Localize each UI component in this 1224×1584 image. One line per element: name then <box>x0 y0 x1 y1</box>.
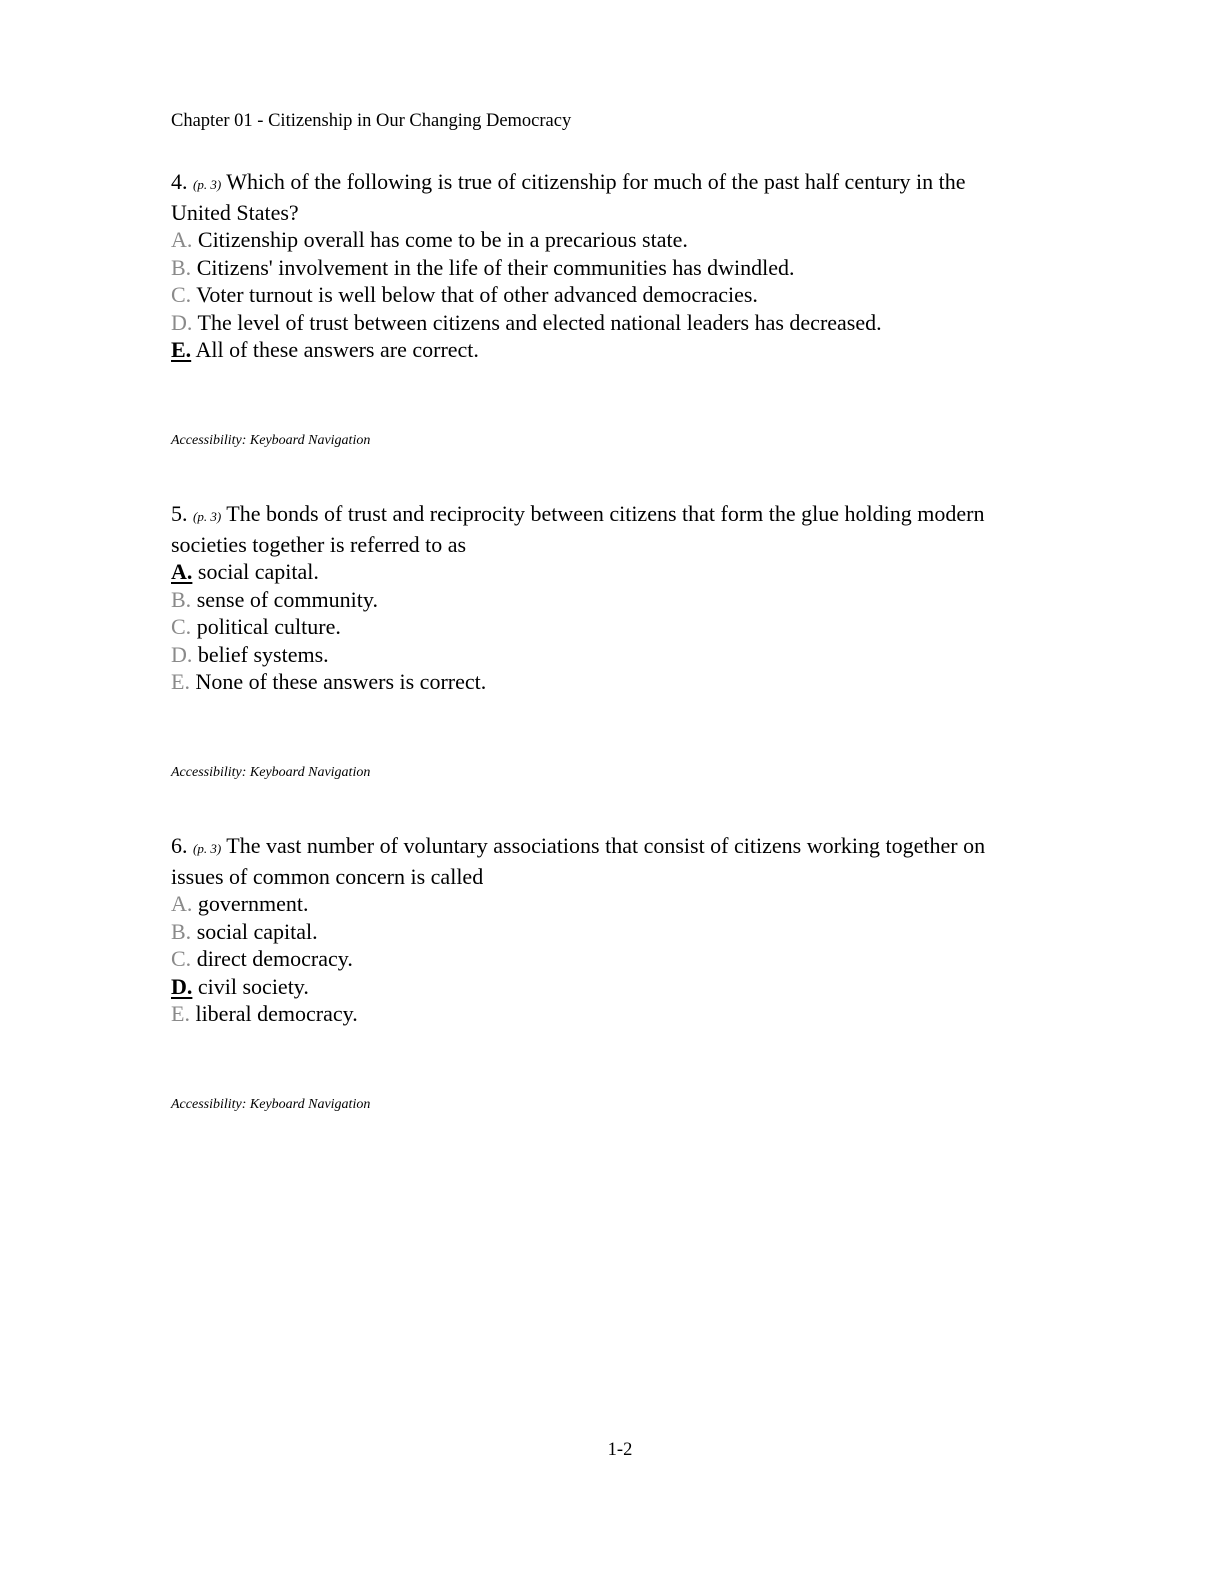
option-letter: B. <box>171 254 192 280</box>
option-text: None of these answers is correct. <box>195 669 487 694</box>
question-number: 6. <box>171 833 188 858</box>
question-stem <box>171 500 1071 558</box>
correct-answer-letter: E. <box>171 337 192 362</box>
page-reference: (p. 3) <box>193 841 222 856</box>
option-letter: B. <box>171 918 192 944</box>
question-stem <box>171 168 1071 226</box>
option-letter: E. <box>171 669 190 694</box>
option-a-correct <box>171 558 1071 586</box>
option-text: belief systems. <box>197 641 329 667</box>
option-text: liberal democracy. <box>195 1001 358 1026</box>
option-letter: B. <box>171 586 192 612</box>
option-text: political culture. <box>196 614 341 639</box>
option-letter: D. <box>171 309 193 335</box>
option-text: sense of community. <box>196 586 378 612</box>
option-letter: D. <box>171 641 193 667</box>
question-number: 4. <box>171 169 188 194</box>
option-text: direct democracy. <box>196 946 353 971</box>
option-text: The level of trust between citizens and elected national leaders has decreased. <box>197 309 882 335</box>
stem-line-2: societies together is referred to as <box>171 531 467 557</box>
option-e <box>171 668 1071 696</box>
stem-line-1: Which of the following is true of citizenship for much of the past half century in the <box>226 169 966 194</box>
stem-line-1: The vast number of voluntary associations that consist of citizens working together on <box>226 833 986 858</box>
option-e <box>171 1000 1071 1028</box>
stem-line-1: The bonds of trust and reciprocity between citizens that form the glue holding modern <box>226 501 985 526</box>
accessibility-note: Accessibility: Keyboard Navigation <box>171 765 371 780</box>
option-text: Citizens' involvement in the life of their communities has dwindled. <box>196 254 795 280</box>
page-reference: (p. 3) <box>193 177 222 192</box>
option-b <box>171 918 1071 946</box>
option-a <box>171 890 1071 918</box>
chapter-header: Chapter 01 - Citizenship in Our Changing Democracy <box>171 111 572 131</box>
stem-line-2: issues of common concern is called <box>171 863 484 889</box>
option-d-correct <box>171 973 1071 1001</box>
question-5 <box>171 500 1071 696</box>
option-letter: A. <box>171 891 193 916</box>
correct-answer-letter: D. <box>171 973 193 999</box>
option-text: social capital. <box>196 918 318 944</box>
correct-answer-letter: A. <box>171 559 193 584</box>
option-b <box>171 586 1071 614</box>
option-a <box>171 226 1071 254</box>
accessibility-note: Accessibility: Keyboard Navigation <box>171 433 371 448</box>
option-text: government. <box>197 891 309 916</box>
question-6 <box>171 832 1071 1028</box>
page-reference: (p. 3) <box>193 509 222 524</box>
option-d <box>171 641 1071 669</box>
stem-line-2: United States? <box>171 199 299 225</box>
option-letter: E. <box>171 1001 190 1026</box>
option-letter: A. <box>171 227 193 252</box>
question-stem <box>171 832 1071 890</box>
option-c <box>171 281 1071 309</box>
option-text: Citizenship overall has come to be in a precarious state. <box>197 227 688 252</box>
option-text: civil society. <box>197 973 309 999</box>
option-letter: C. <box>171 282 192 307</box>
option-text: social capital. <box>197 559 319 584</box>
question-number: 5. <box>171 501 188 526</box>
option-text: Voter turnout is well below that of other advanced democracies. <box>196 282 758 307</box>
page-number: 1-2 <box>607 1440 633 1460</box>
option-b <box>171 254 1071 282</box>
accessibility-note: Accessibility: Keyboard Navigation <box>171 1097 371 1112</box>
option-c <box>171 613 1071 641</box>
option-letter: C. <box>171 614 192 639</box>
option-text: All of these answers are correct. <box>195 337 479 362</box>
question-4 <box>171 168 1071 364</box>
option-e-correct <box>171 336 1071 364</box>
option-c <box>171 945 1071 973</box>
option-d <box>171 309 1071 337</box>
option-letter: C. <box>171 946 192 971</box>
